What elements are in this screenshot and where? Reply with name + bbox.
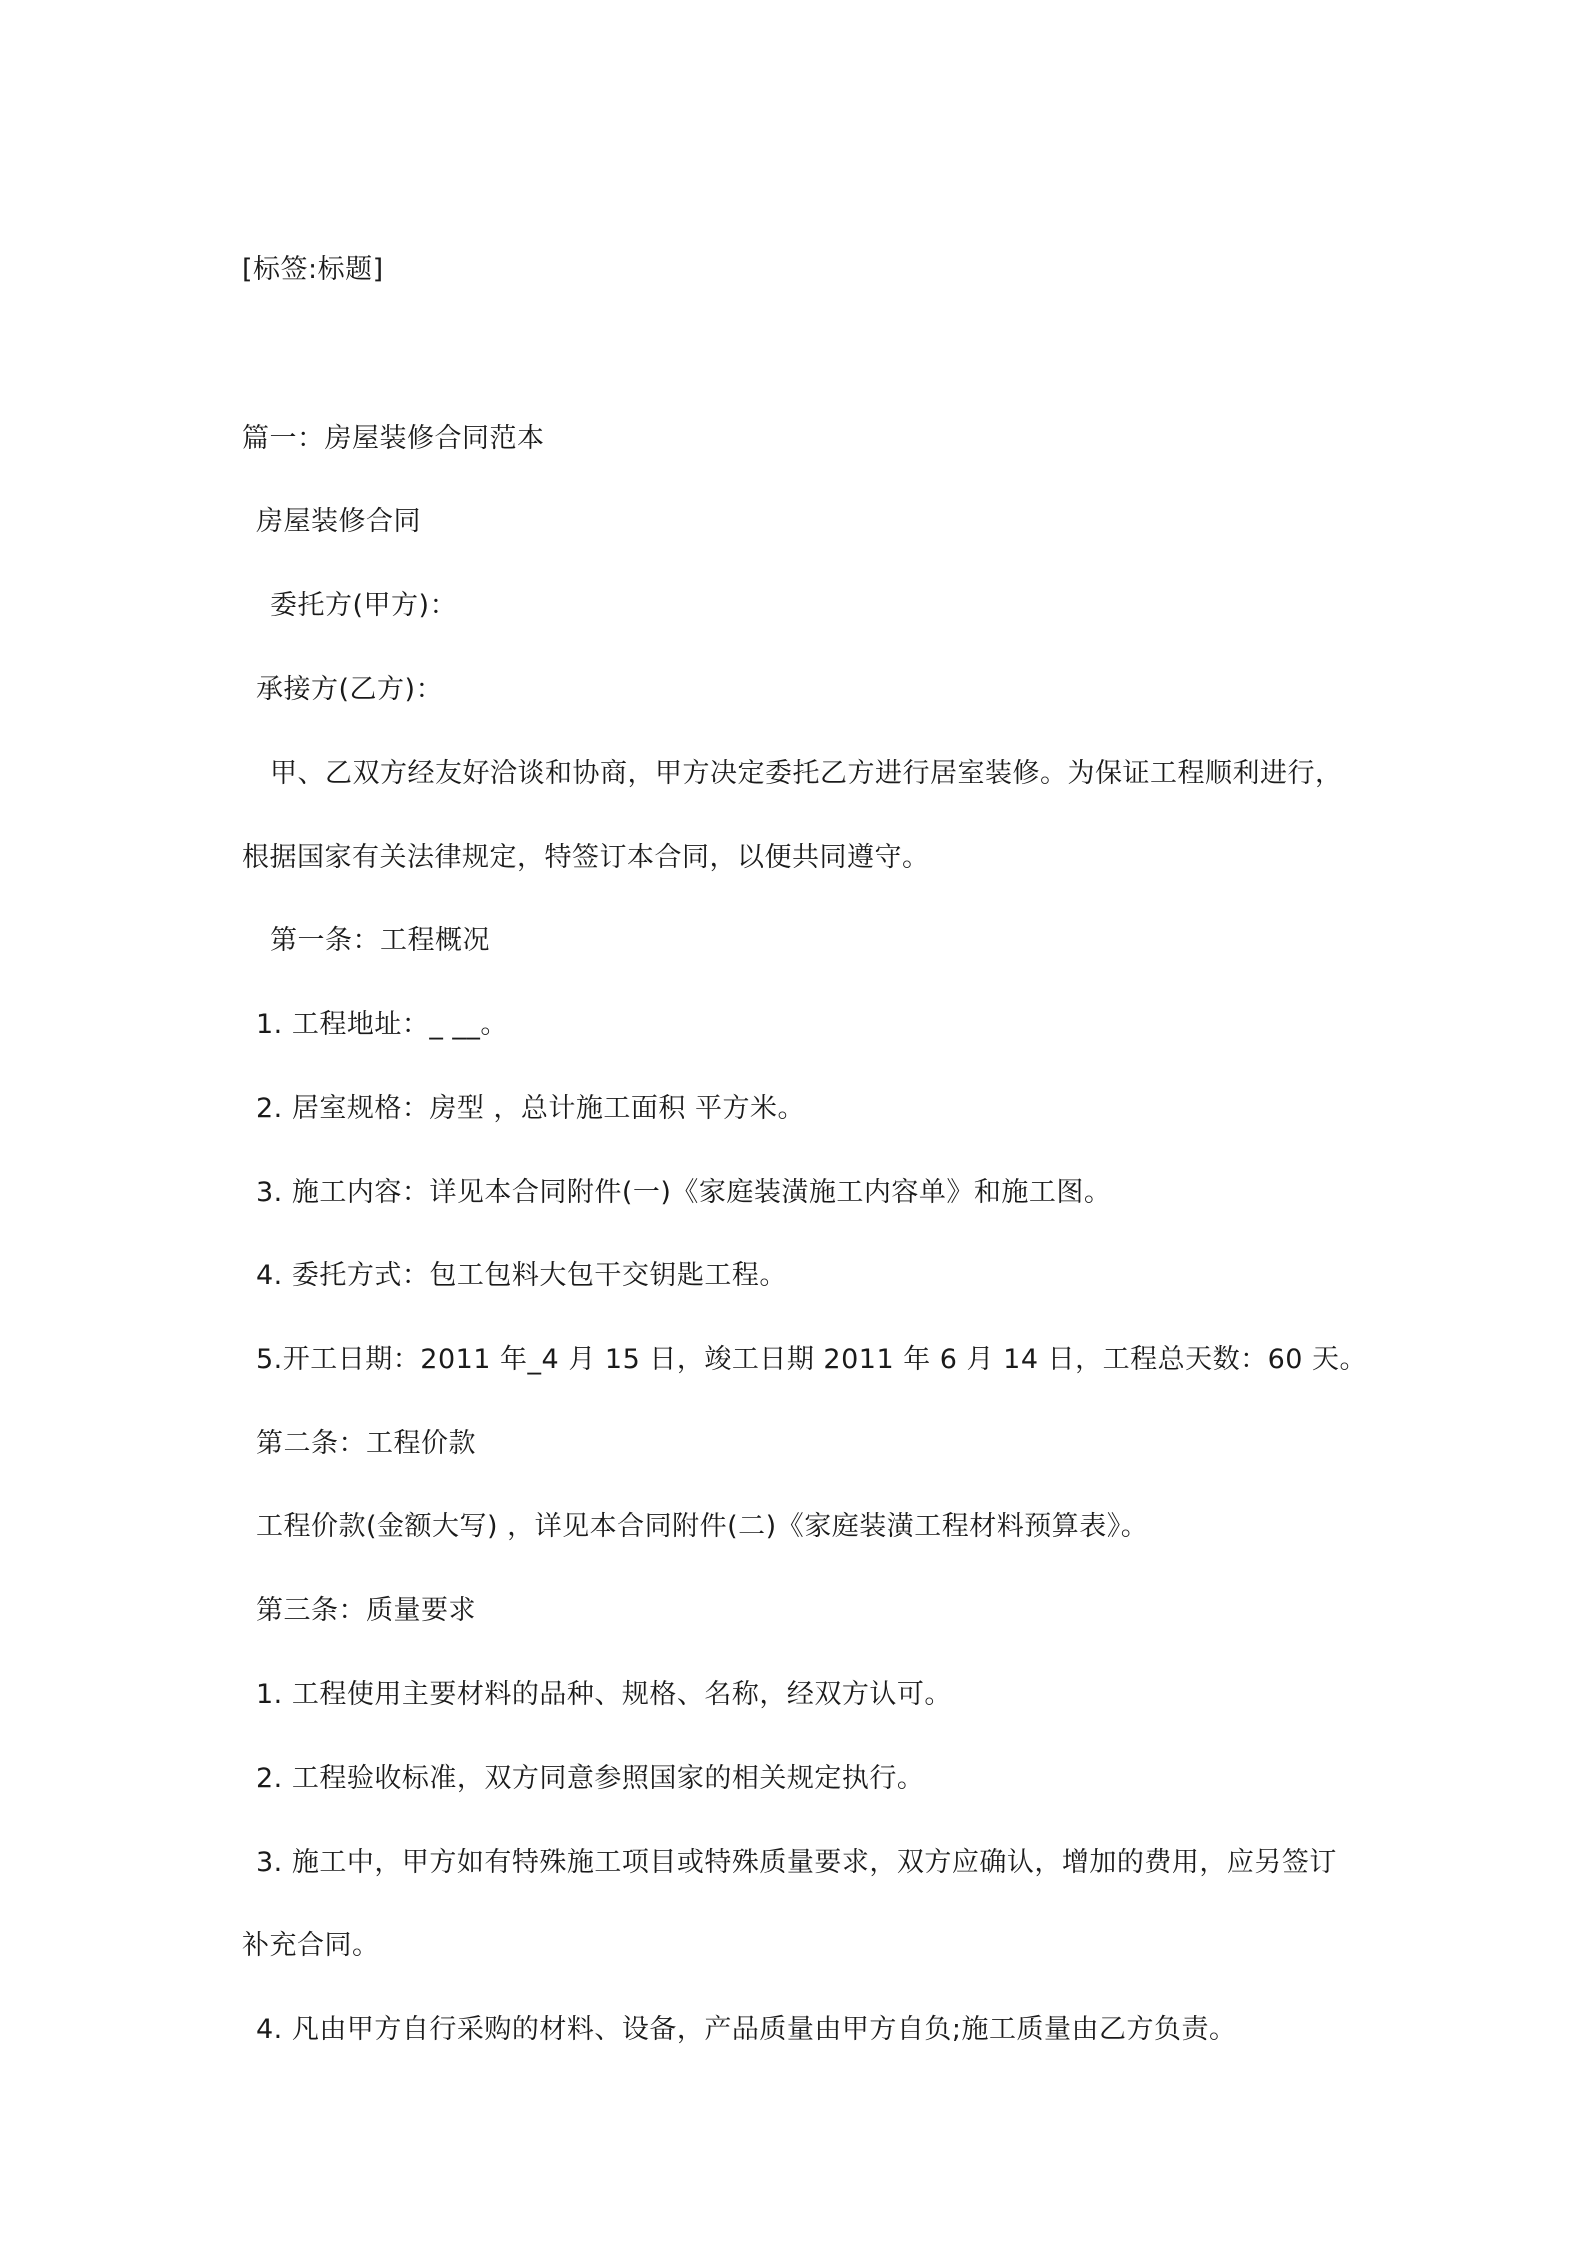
clause-line: 5.开工日期：2011 年_4 月 15 日，竣工日期 2011 年 6 月 14 日，工程总天数：60 天。 — [256, 1344, 1368, 1375]
tag-label: [标签:标题] — [242, 254, 384, 285]
preamble-line: 甲、乙双方经友好洽谈和协商，甲方决定委托乙方进行居室装修。为保证工程顺利进行， — [270, 758, 1343, 789]
article-heading: 第二条：工程价款 — [256, 1428, 476, 1459]
clause-line: 补充合同。 — [242, 1930, 380, 1961]
party-a-field: 委托方(甲方)： — [270, 590, 458, 621]
section-heading: 篇一：房屋装修合同范本 — [242, 423, 545, 454]
clause-line: 2. 居室规格：房型 ，总计施工面积 平方米。 — [256, 1093, 806, 1124]
clause-line: 1. 工程地址：_ __。 — [256, 1009, 508, 1040]
clause-line: 2. 工程验收标准，双方同意参照国家的相关规定执行。 — [256, 1763, 925, 1794]
preamble-line: 根据国家有关法律规定，特签订本合同，以便共同遵守。 — [242, 842, 930, 873]
clause-line: 4. 凡由甲方自行采购的材料、设备，产品质量由甲方自负;施工质量由乙方负责。 — [256, 2014, 1237, 2045]
clause-line: 1. 工程使用主要材料的品种、规格、名称，经双方认可。 — [256, 1679, 952, 1710]
clause-line: 3. 施工内容：详见本合同附件(一)《家庭装潢施工内容单》和施工图。 — [256, 1177, 1112, 1208]
contract-title: 房屋装修合同 — [256, 506, 421, 537]
clause-line: 工程价款(金额大写) ，详见本合同附件(二)《家庭装潢工程材料预算表》。 — [256, 1511, 1149, 1542]
article-heading: 第一条：工程概况 — [270, 925, 490, 956]
clause-line: 4. 委托方式：包工包料大包干交钥匙工程。 — [256, 1260, 787, 1291]
party-b-field: 承接方(乙方)： — [256, 674, 444, 705]
clause-line: 3. 施工中，甲方如有特殊施工项目或特殊质量要求，双方应确认，增加的费用，应另签订 — [256, 1847, 1337, 1878]
article-heading: 第三条：质量要求 — [256, 1595, 476, 1626]
